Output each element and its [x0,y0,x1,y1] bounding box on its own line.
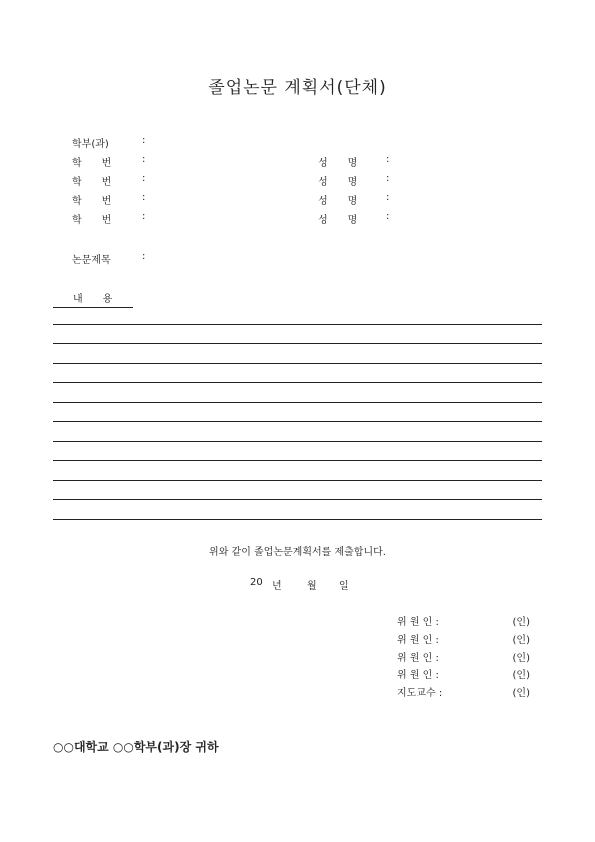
writing-line [53,343,542,344]
student-name-label: 성 명 [318,215,358,226]
submission-statement: 위와 같이 졸업논문계획서를 제출합니다. [209,547,386,558]
department-label: 학부(과) [72,139,109,150]
student-name-label: 성 명 [318,177,358,188]
writing-line [53,421,542,422]
student-name-colon: : [386,192,390,203]
writing-line [53,499,542,500]
seal-mark: (인) [512,617,530,628]
writing-line [53,441,542,442]
signature-row [397,631,532,645]
student-name-label: 성 명 [318,196,358,207]
signatory-label: 위 원 인 : [397,617,439,628]
student-no-label: 학 번 [72,158,112,169]
seal-mark: (인) [512,635,530,646]
student-no-colon: : [142,173,146,184]
student-no-colon: : [142,154,146,165]
student-name-label: 성 명 [318,158,358,169]
writing-line [53,382,542,383]
date-year-unit: 년 [272,581,282,592]
advisor-signature-row [397,684,532,698]
signatory-label: 위 원 인 : [397,635,439,646]
date-month-unit: 월 [307,581,317,592]
document-title: 졸업논문 계획서(단체) [208,78,387,98]
content-label [53,290,133,308]
signatory-label: 위 원 인 : [397,653,439,664]
content-label-text: 내 용 [73,294,113,305]
student-no-colon: : [142,192,146,203]
student-name-colon: : [386,154,390,165]
department-colon: : [142,135,146,146]
writing-line [53,480,542,481]
thesis-title-colon: : [142,251,146,262]
date-day-unit: 일 [339,581,349,592]
student-no-label: 학 번 [72,215,112,226]
student-name-colon: : [386,211,390,222]
seal-mark: (인) [512,653,530,664]
writing-line [53,519,542,520]
student-no-colon: : [142,211,146,222]
signatory-label: 위 원 인 : [397,670,439,681]
signature-row [397,613,532,627]
seal-mark: (인) [512,670,530,681]
date-year: 20 [250,577,263,588]
seal-mark: (인) [512,688,530,699]
thesis-title-label: 논문제목 [72,255,111,266]
signature-row [397,666,532,680]
signature-row [397,649,532,663]
student-no-label: 학 번 [72,196,112,207]
writing-line [53,363,542,364]
writing-line [53,324,542,325]
student-no-label: 학 번 [72,177,112,188]
writing-line [53,460,542,461]
recipient-closing: ○○대학교 ○○학부(과)장 귀하 [53,740,219,754]
advisor-label: 지도교수 : [397,688,443,699]
student-name-colon: : [386,173,390,184]
writing-line [53,402,542,403]
